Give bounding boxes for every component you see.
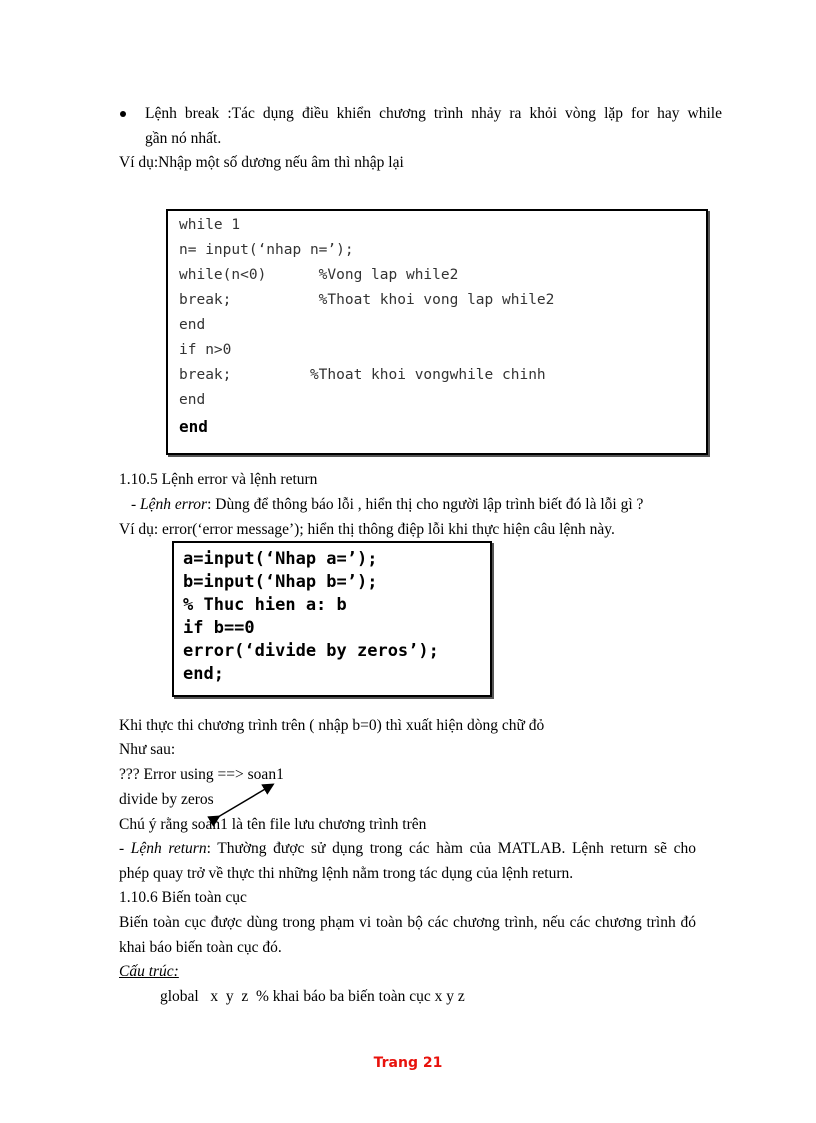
global-description-line2: khai báo biến toàn cục đó.	[119, 939, 282, 956]
soan1-note: Chú ý rằng soan1 là tên file lưu chương trình trên	[119, 816, 427, 833]
error-output-message: divide by zeros	[119, 791, 214, 808]
section-heading-error-return: 1.10.5 Lệnh error và lệnh return	[119, 471, 318, 488]
code-line: a=input(‘Nhap a=’);	[183, 549, 378, 569]
return-description-line1	[119, 839, 696, 859]
code-line: n= input(‘nhap n=’);	[179, 242, 354, 258]
code-line: error(‘divide by zeros’);	[183, 641, 439, 661]
run-explanation-2: Như sau:	[119, 741, 176, 758]
return-term: Lệnh return	[130, 840, 207, 857]
code-line: % Thuc hien a: b	[183, 595, 347, 615]
code-line: break; %Thoat khoi vongwhile chinh	[179, 367, 546, 383]
error-desc: : Dùng để thông báo lỗi , hiển thị cho người lập trình biết đó là lỗi gì ?	[207, 496, 644, 513]
code-line: while(n<0) %Vong lap while2	[179, 267, 459, 283]
error-output-line: ??? Error using ==> soan1	[119, 766, 284, 783]
code-line: end	[179, 317, 206, 333]
code-line: while 1	[179, 217, 241, 233]
code-line: end;	[183, 664, 224, 684]
structure-label: Cấu trúc:	[119, 963, 179, 980]
break-description-line2: gần nó nhất.	[145, 130, 222, 147]
code-line: b=input(‘Nhap b=’);	[183, 572, 378, 592]
return-description-line2: phép quay trở về thực thi những lệnh nằm trong tác dụng của lệnh return.	[119, 865, 574, 882]
code-line: if n>0	[179, 342, 232, 358]
dash: -	[119, 840, 131, 857]
break-description-line1: Lệnh break :Tác dụng điều khiển chương trình nhảy ra khỏi vòng lặp for hay while	[145, 105, 722, 122]
global-description-line1: Biến toàn cục được dùng trong phạm vi toàn bộ các chương trình, nếu các chương trình đó	[119, 914, 696, 931]
global-syntax: global x y z % khai báo ba biến toàn cục x y z	[160, 988, 465, 1005]
return-desc: : Thường được sử dụng trong các hàm của MATLAB. Lệnh return sẽ cho	[206, 840, 696, 857]
page-number: Trang 21	[373, 1055, 443, 1071]
code-line: if b==0	[183, 618, 255, 638]
run-explanation: Khi thực thi chương trình trên ( nhập b=0) thì xuất hiện dòng chữ đỏ	[119, 717, 545, 734]
code-line: end	[179, 417, 208, 436]
break-example: Ví dụ:Nhập một số dương nếu âm thì nhập lại	[119, 154, 404, 171]
code-line: break; %Thoat khoi vong lap while2	[179, 292, 555, 308]
code-line: end	[179, 392, 206, 408]
error-term: Lệnh error	[140, 496, 208, 513]
error-example: Ví dụ: error(‘error message’); hiển thị thông điệp lỗi khi thực hiện câu lệnh này.	[119, 521, 615, 538]
section-heading-global: 1.10.6 Biến toàn cục	[119, 889, 247, 906]
dash: -	[131, 496, 141, 513]
